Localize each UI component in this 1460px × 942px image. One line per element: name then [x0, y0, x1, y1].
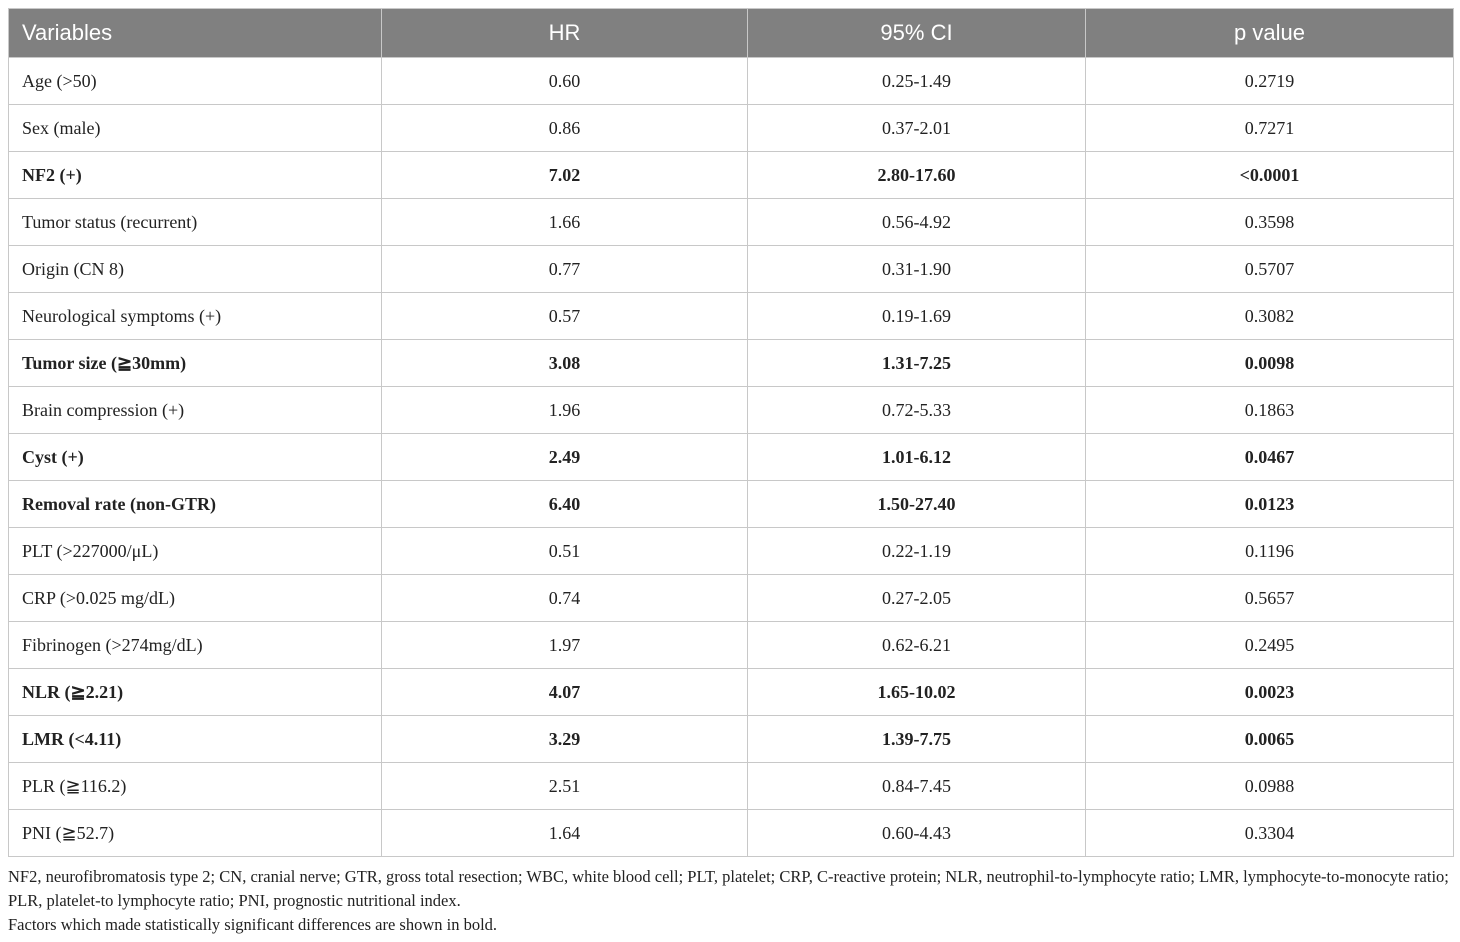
cell-p-value: 0.0123 [1086, 481, 1454, 528]
table-row [9, 199, 1454, 246]
cell-p-value: 0.2719 [1086, 58, 1454, 105]
cell-ci: 0.60-4.43 [748, 810, 1086, 857]
table-row [9, 340, 1454, 387]
cell-variable: NF2 (+) [9, 152, 382, 199]
table-body [9, 58, 1454, 857]
cell-p-value: 0.5707 [1086, 246, 1454, 293]
table-row [9, 58, 1454, 105]
table-row [9, 152, 1454, 199]
cell-hr: 0.74 [382, 575, 748, 622]
cell-variable: Origin (CN 8) [9, 246, 382, 293]
cell-variable: LMR (<4.11) [9, 716, 382, 763]
cell-ci: 0.27-2.05 [748, 575, 1086, 622]
cell-p-value: 0.1863 [1086, 387, 1454, 434]
cell-ci: 0.37-2.01 [748, 105, 1086, 152]
table-header [9, 9, 1454, 58]
cell-hr: 0.57 [382, 293, 748, 340]
table-row [9, 105, 1454, 152]
cell-p-value: 0.1196 [1086, 528, 1454, 575]
header-p-value: p value [1086, 9, 1454, 58]
cell-ci: 0.72-5.33 [748, 387, 1086, 434]
cell-hr: 7.02 [382, 152, 748, 199]
cell-hr: 3.08 [382, 340, 748, 387]
cell-hr: 1.96 [382, 387, 748, 434]
cell-hr: 0.60 [382, 58, 748, 105]
header-ci: 95% CI [748, 9, 1086, 58]
cell-p-value: 0.5657 [1086, 575, 1454, 622]
cell-variable: Cyst (+) [9, 434, 382, 481]
cell-hr: 3.29 [382, 716, 748, 763]
cell-ci: 1.31-7.25 [748, 340, 1086, 387]
cell-variable: PNI (≧52.7) [9, 810, 382, 857]
cell-ci: 1.01-6.12 [748, 434, 1086, 481]
cell-p-value: 0.0467 [1086, 434, 1454, 481]
table-row [9, 716, 1454, 763]
cell-variable: Age (>50) [9, 58, 382, 105]
table-container [8, 8, 1453, 857]
cell-hr: 0.51 [382, 528, 748, 575]
cell-p-value: 0.0988 [1086, 763, 1454, 810]
cell-variable: CRP (>0.025 mg/dL) [9, 575, 382, 622]
cell-p-value: 0.7271 [1086, 105, 1454, 152]
cell-p-value: 0.0098 [1086, 340, 1454, 387]
cell-hr: 0.86 [382, 105, 748, 152]
cell-variable: Fibrinogen (>274mg/dL) [9, 622, 382, 669]
cell-hr: 2.49 [382, 434, 748, 481]
cell-variable: PLT (>227000/μL) [9, 528, 382, 575]
cell-ci: 1.39-7.75 [748, 716, 1086, 763]
cell-ci: 0.62-6.21 [748, 622, 1086, 669]
table-row [9, 246, 1454, 293]
cell-variable: Tumor size (≧30mm) [9, 340, 382, 387]
cell-variable: NLR (≧2.21) [9, 669, 382, 716]
cell-hr: 1.66 [382, 199, 748, 246]
cell-p-value: 0.2495 [1086, 622, 1454, 669]
hazard-ratio-table [8, 8, 1454, 857]
cell-variable: Tumor status (recurrent) [9, 199, 382, 246]
cell-ci: 0.84-7.45 [748, 763, 1086, 810]
cell-ci: 0.31-1.90 [748, 246, 1086, 293]
table-row [9, 810, 1454, 857]
header-hr: HR [382, 9, 748, 58]
cell-hr: 0.77 [382, 246, 748, 293]
cell-variable: Sex (male) [9, 105, 382, 152]
cell-ci: 0.22-1.19 [748, 528, 1086, 575]
table-row [9, 763, 1454, 810]
table-row [9, 575, 1454, 622]
cell-ci: 0.56-4.92 [748, 199, 1086, 246]
header-row [9, 9, 1454, 58]
cell-hr: 2.51 [382, 763, 748, 810]
cell-p-value: 0.3304 [1086, 810, 1454, 857]
table-row [9, 669, 1454, 716]
cell-variable: Removal rate (non-GTR) [9, 481, 382, 528]
cell-ci: 2.80-17.60 [748, 152, 1086, 199]
footnote-abbreviations: NF2, neurofibromatosis type 2; CN, cranial nerve; GTR, gross total resection; WBC, white blood cell; PLT, platelet; CRP, C-reactive protein; NLR, neutrophil-to-lymphocyte ratio; LMR, lymphocyte-to-monocyte ratio; PLR, platelet-to lymphocyte ratio; PNI, prognostic nutritional index. [8, 867, 1449, 910]
cell-variable: Neurological symptoms (+) [9, 293, 382, 340]
header-variables: Variables [9, 9, 382, 58]
cell-p-value: 0.0065 [1086, 716, 1454, 763]
table-footnote [8, 865, 1456, 937]
footnote-bold-note: Factors which made statistically significant differences are shown in bold. [8, 915, 498, 934]
table-row [9, 481, 1454, 528]
cell-ci: 0.19-1.69 [748, 293, 1086, 340]
cell-variable: Brain compression (+) [9, 387, 382, 434]
table-row [9, 387, 1454, 434]
table-row [9, 293, 1454, 340]
table-row [9, 622, 1454, 669]
cell-ci: 1.65-10.02 [748, 669, 1086, 716]
cell-hr: 6.40 [382, 481, 748, 528]
cell-p-value: 0.3598 [1086, 199, 1454, 246]
table-row [9, 434, 1454, 481]
cell-ci: 0.25-1.49 [748, 58, 1086, 105]
cell-variable: PLR (≧116.2) [9, 763, 382, 810]
cell-p-value: <0.0001 [1086, 152, 1454, 199]
cell-p-value: 0.0023 [1086, 669, 1454, 716]
cell-ci: 1.50-27.40 [748, 481, 1086, 528]
table-row [9, 528, 1454, 575]
cell-hr: 4.07 [382, 669, 748, 716]
cell-hr: 1.64 [382, 810, 748, 857]
cell-hr: 1.97 [382, 622, 748, 669]
cell-p-value: 0.3082 [1086, 293, 1454, 340]
